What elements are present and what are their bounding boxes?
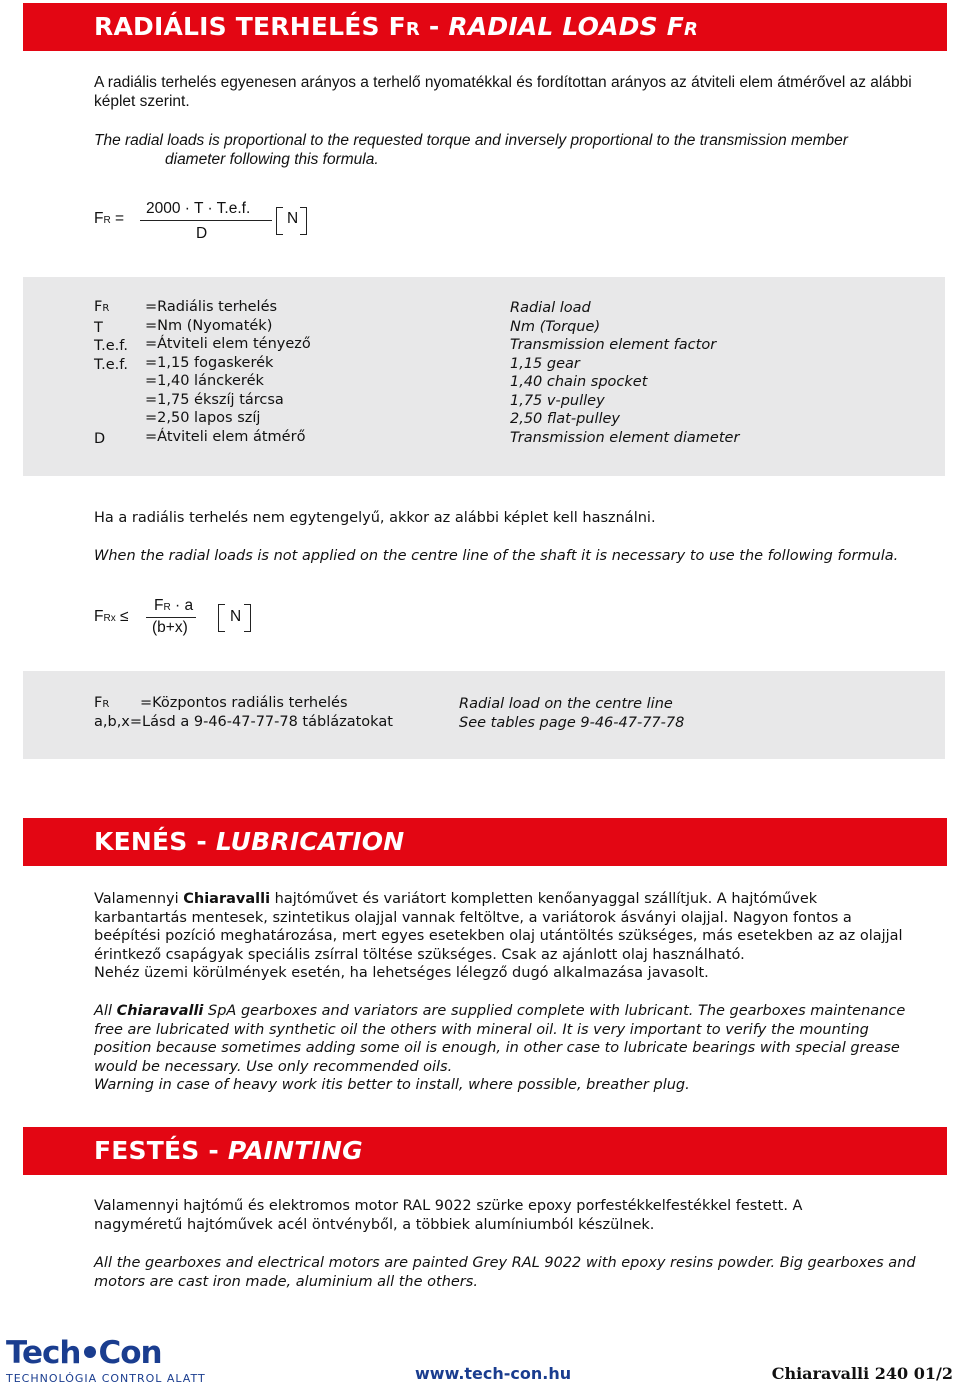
legend-hu-item: =Átviteli elem átmérő <box>145 428 306 445</box>
radial-section-title: RADIÁLIS TERHELÉS FR - RADIAL LOADS FR <box>94 12 699 41</box>
radial-intro-en-line2: diameter following this formula. <box>165 151 379 168</box>
website-link[interactable]: www.tech-con.hu <box>415 1364 572 1383</box>
formula2-lhs: FRx ≤ <box>94 608 129 625</box>
legend2-row2: a,b,x=Lásd a 9-46-47-77-78 táblázatokat <box>94 714 393 730</box>
legend-en-item: Transmission element factor <box>510 337 717 353</box>
logo-tagline: TECHNOLÓGIA CONTROL ALATT <box>6 1372 206 1385</box>
legend-hu-item: =Nm (Nyomaték) <box>145 317 273 334</box>
techcon-logo <box>6 1336 236 1388</box>
legend-hu-item: =1,75 ékszíj tárcsa <box>145 391 284 408</box>
painting-hu-text: Valamennyi hajtómű és elektromos motor RAL 9022 szürke epoxy porfestékkelfestékkel festett. A nagyméretű hajtóművek acél öntvényből, a többiek alumíniumból készülnek. <box>94 1198 803 1233</box>
formula2-unit: N <box>230 608 242 625</box>
radial-section-banner <box>23 3 947 51</box>
legend-en-item: 2,50 flat-pulley <box>510 411 621 427</box>
formula2-denominator: (b+x) <box>152 619 188 636</box>
logo-word-con: Con <box>98 1335 162 1371</box>
lubrication-section-title: KENÉS - LUBRICATION <box>94 827 405 856</box>
legend2-en1: Radial load on the centre line <box>459 696 673 712</box>
formula2-numerator: FR · a <box>154 597 194 614</box>
legend-en-item: 1,75 v-pulley <box>510 392 605 409</box>
formula-unit-bracket-left <box>276 207 283 235</box>
radial-intro-hu: A radiális terhelés egyenesen arányos a terhelő nyomatékkal és fordítottan arányos az átviteli elem átmérővel az alábbi képlet szerint. <box>94 74 912 110</box>
formula2-unit-bracket-right <box>244 604 251 632</box>
legend-en-item: Radial load <box>510 300 591 316</box>
formula-lhs: FR = <box>94 210 125 227</box>
formula-denominator: D <box>196 225 208 242</box>
lubrication-hu-text: Valamennyi Chiaravalli hajtóművet és variátort kompletten kenőanyaggal szállítjuk. A hajtóművek karbantartás mentesek, szintetikus olajjal vannak feltöltve, a variátorok ásványi olajjal. Nagyon fontos a beépítési pozíció meghatározása, mert egyes esetekben olaj utántöltés szükséges, más esetekben az az olajjal érintkező csapágyak speciális zsírral töltése szükséges. Csak az ajánlott olaj használható. Nehéz üzemi körülmények esetén, ha lehetséges lélegző dugó alkalmazása javasolt. <box>94 891 903 982</box>
lubrication-section-banner <box>23 818 947 866</box>
legend-hungarian <box>145 298 505 446</box>
painting-en-text: All the gearboxes and electrical motors are painted Grey RAL 9022 with epoxy resins powder. Big gearboxes and motors are cast iron made, aluminium all the others. <box>94 1255 916 1290</box>
legend-en-item: 1,40 chain spocket <box>510 374 648 390</box>
brand-name: Chiaravalli <box>183 891 271 907</box>
offcenter-en: When the radial loads is not applied on the centre line of the shaft it is necessary to use the following formula. <box>94 548 899 564</box>
catalog-reference: Chiaravalli 240 01/2 <box>771 1364 953 1383</box>
legend2-row1: FR =Központos radiális terhelés <box>94 695 348 711</box>
painting-section-banner <box>23 1127 947 1175</box>
legend-en-item: Nm (Torque) <box>510 318 601 335</box>
logo-word-tech: Tech <box>6 1335 81 1371</box>
brand-name: Chiaravalli <box>116 1003 204 1019</box>
legend-hu-item: =2,50 lapos szíj <box>145 410 261 426</box>
radial-intro-en-line1: The radial loads is proportional to the requested torque and inversely proportional to the transmission member <box>94 132 848 149</box>
formula2-unit-bracket-left <box>218 604 225 632</box>
legend2-en2: See tables page 9-46-47-77-78 <box>459 715 685 731</box>
logo-dot <box>84 1346 96 1358</box>
legend-en-item: 1,15 gear <box>510 355 580 372</box>
formula-numerator: 2000 · T · T.e.f. <box>146 200 251 217</box>
formula-fraction-line <box>140 220 272 221</box>
formula-unit: N <box>287 210 299 227</box>
offcenter-hu: Ha a radiális terhelés nem egytengelyű, akkor az alábbi képlet kell használni. <box>94 510 656 526</box>
legend-hu-item: =1,15 fogaskerék <box>145 354 274 371</box>
legend-english <box>510 299 930 447</box>
formula-unit-bracket-right <box>300 207 307 235</box>
legend-hu-item: =Radiális terhelés <box>145 299 278 315</box>
legend-hu-item: =1,40 lánckerék <box>145 373 264 389</box>
legend-hu-item: =Átviteli elem tényező <box>145 336 311 352</box>
legend-symbols: FR T T.e.f. T.e.f. D <box>94 299 128 447</box>
lubrication-en-text: All Chiaravalli SpA gearboxes and variators are supplied complete with lubricant. The gearboxes maintenance free are lubricated with synthetic oil the others with mineral oil. It is very important to verify the mounting position because sometimes adding some oil is enough, in other case to lubricate bearings with special grease would be necessary. Use only recommended oils. Warning in case of heavy work itis better to install, where possible, breather plug. <box>94 1003 906 1094</box>
legend-en-item: Transmission element diameter <box>510 429 740 446</box>
painting-section-title: FESTÉS - PAINTING <box>94 1136 363 1165</box>
